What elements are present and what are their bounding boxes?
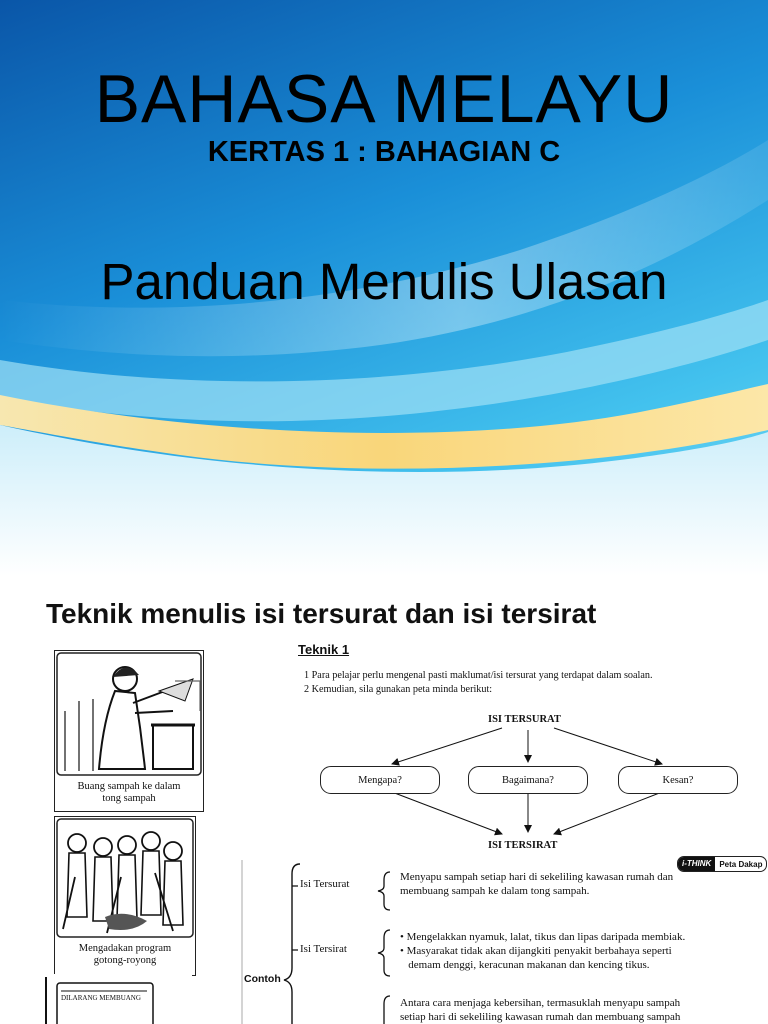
sign-text: DILARANG MEMBUANG bbox=[61, 994, 141, 1002]
illustration-sign bbox=[40, 974, 192, 1024]
node-isi-tersurat: ISI TERSURAT bbox=[488, 714, 561, 725]
illustration-gotong-royong bbox=[54, 816, 196, 976]
teknik-title: Teknik 1 bbox=[298, 642, 350, 657]
photo-caption: Buang sampah ke dalam tong sampah bbox=[77, 781, 181, 804]
group-cleaning-drawing bbox=[55, 817, 195, 939]
node-kesan: Kesan? bbox=[618, 766, 738, 794]
woman-with-bin-drawing bbox=[55, 651, 203, 777]
label-contoh: Contoh bbox=[244, 973, 281, 985]
text-contoh-third: Antara cara menjaga kebersihan, termasuklah menyapu sampah setiap hari di sekeliling kawasan rumah dan membuang sampah bbox=[400, 997, 681, 1023]
teknik-step-1: 1 Para pelajar perlu mengenal pasti maklumat/isi tersurat yang terdapat dalam soalan. bbox=[304, 670, 653, 681]
photo-caption: Mengadakan program gotong-royong bbox=[78, 943, 172, 966]
teknik-step-2: 2 Kemudian, sila gunakan peta minda berikut: bbox=[304, 684, 493, 695]
text-isi-tersurat: Menyapu sampah setiap hari di sekeliling kawasan rumah dan membuang sampah ke dalam tong sampah. bbox=[400, 871, 674, 897]
label-isi-tersirat: Isi Tersirat bbox=[300, 943, 347, 955]
presentation-guide-title: Panduan Menulis Ulasan bbox=[100, 253, 668, 310]
text-isi-tersirat: • Mengelakkan nyamuk, lalat, tikus dan lipas daripada membiak. • Masyarakat tidak akan dijangkiti penyakit berbahaya seperti demam denggi, keracunan makanan dan kencing tikus. bbox=[400, 931, 686, 971]
node-isi-tersirat: ISI TERSIRAT bbox=[488, 840, 558, 851]
ithink-logo: i-THINK bbox=[678, 857, 715, 871]
label-isi-tersurat: Isi Tersurat bbox=[300, 878, 350, 890]
contoh-brace-map bbox=[240, 860, 768, 1024]
presentation-title: BAHASA MELAYU bbox=[94, 61, 674, 137]
presentation-subtitle: KERTAS 1 : BAHAGIAN C bbox=[207, 136, 561, 168]
ithink-map-type: Peta Dakap bbox=[719, 859, 763, 869]
content-slide bbox=[0, 576, 768, 1024]
node-bagaimana: Bagaimana? bbox=[468, 766, 588, 794]
illustration-throw-rubbish bbox=[54, 650, 204, 812]
node-mengapa: Mengapa? bbox=[320, 766, 440, 794]
slide-heading: Teknik menulis isi tersurat dan isi tersirat bbox=[46, 598, 597, 629]
mind-map-arrows bbox=[292, 640, 768, 860]
